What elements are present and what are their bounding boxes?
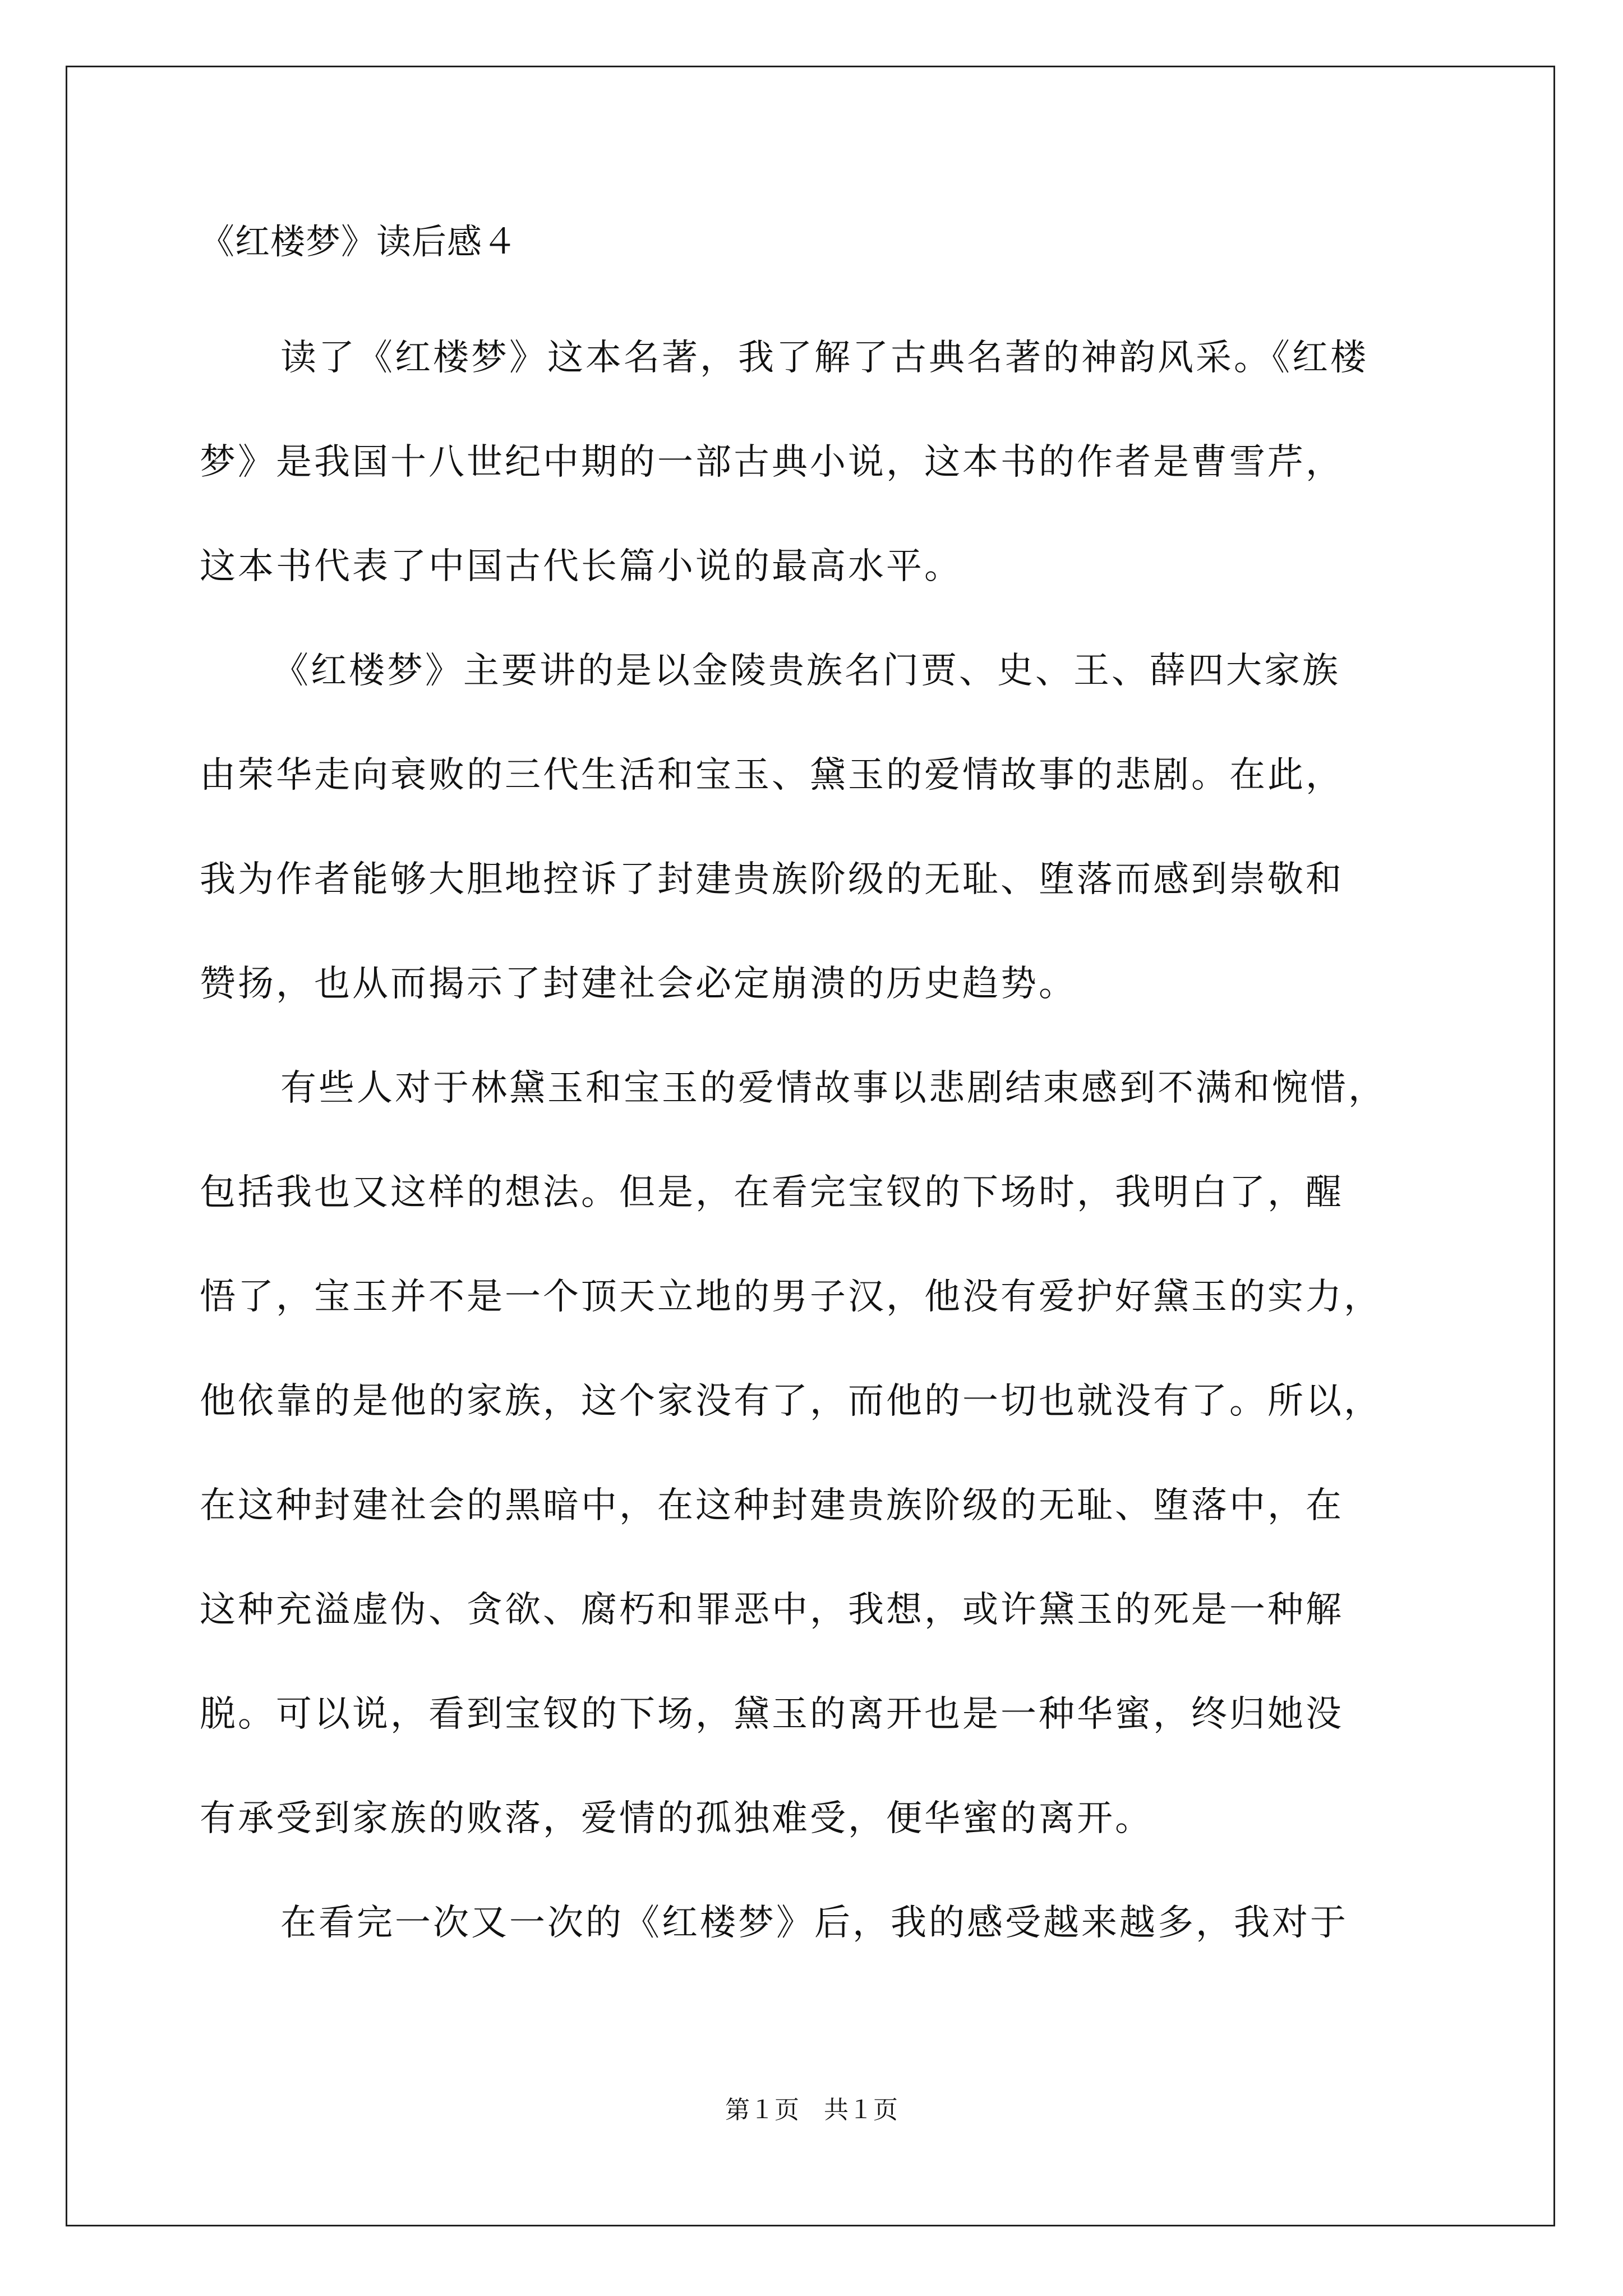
paragraph-2-line-3: 我为作者能够大胆地控诉了封建贵族阶级的无耻、堕落而感到崇敬和: [200, 859, 1344, 900]
paragraph-3-line-5: 在这种封建社会的黑暗中，在这种封建贵族阶级的无耻、堕落中，在: [200, 1485, 1344, 1526]
page-total: 共１页: [824, 2096, 898, 2124]
paragraph-2-line-4: 赞扬，也从而揭示了封建社会必定崩溃的历史趋势。: [200, 963, 1077, 1005]
paragraph-2-line-2: 由荣华走向衰败的三代生活和宝玉、黛玉的爱情故事的悲剧。在此，: [200, 754, 1344, 796]
paragraph-3-line-3: 悟了，宝玉并不是一个顶天立地的男子汉，他没有爱护好黛玉的实力，: [200, 1276, 1382, 1318]
paragraph-4-line-1: 在看完一次又一次的《红楼梦》后，我的感受越来越多，我对于: [280, 1902, 1348, 1944]
paragraph-3-line-1: 有些人对于林黛玉和宝玉的爱情故事以悲剧结束感到不满和惋惜，: [280, 1068, 1386, 1109]
paragraph-3-line-2: 包括我也又这样的想法。但是，在看完宝钗的下场时，我明白了，醒: [200, 1172, 1344, 1213]
page-footer: [0, 2098, 1623, 2123]
paragraph-1-line-1: 读了《红楼梦》这本名著，我了解了古典名著的神韵风采。《红楼: [280, 337, 1368, 379]
paragraph-3-line-6: 这种充溢虚伪、贪欲、腐朽和罪恶中，我想，或许黛玉的死是一种解: [200, 1589, 1344, 1631]
document-title: 《红楼梦》读后感４: [200, 221, 518, 262]
paragraph-2-line-1: 《红楼梦》主要讲的是以金陵贵族名门贾、史、王、薛四大家族: [273, 650, 1340, 692]
paragraph-3-line-7: 脱。可以说，看到宝钗的下场，黛玉的离开也是一种华蜜，终归她没: [200, 1694, 1344, 1735]
paragraph-3-line-4: 他依靠的是他的家族，这个家没有了，而他的一切也就没有了。所以，: [200, 1381, 1382, 1422]
paragraph-1-line-3: 这本书代表了中国古代长篇小说的最高水平。: [200, 546, 962, 587]
paragraph-1-line-2: 梦》是我国十八世纪中期的一部古典小说，这本书的作者是曹雪芹，: [200, 441, 1344, 483]
paragraph-3-line-8: 有承受到家族的败落，爱情的孤独难受，便华蜜的离开。: [200, 1798, 1153, 1839]
page-number: 第１页: [725, 2096, 799, 2124]
